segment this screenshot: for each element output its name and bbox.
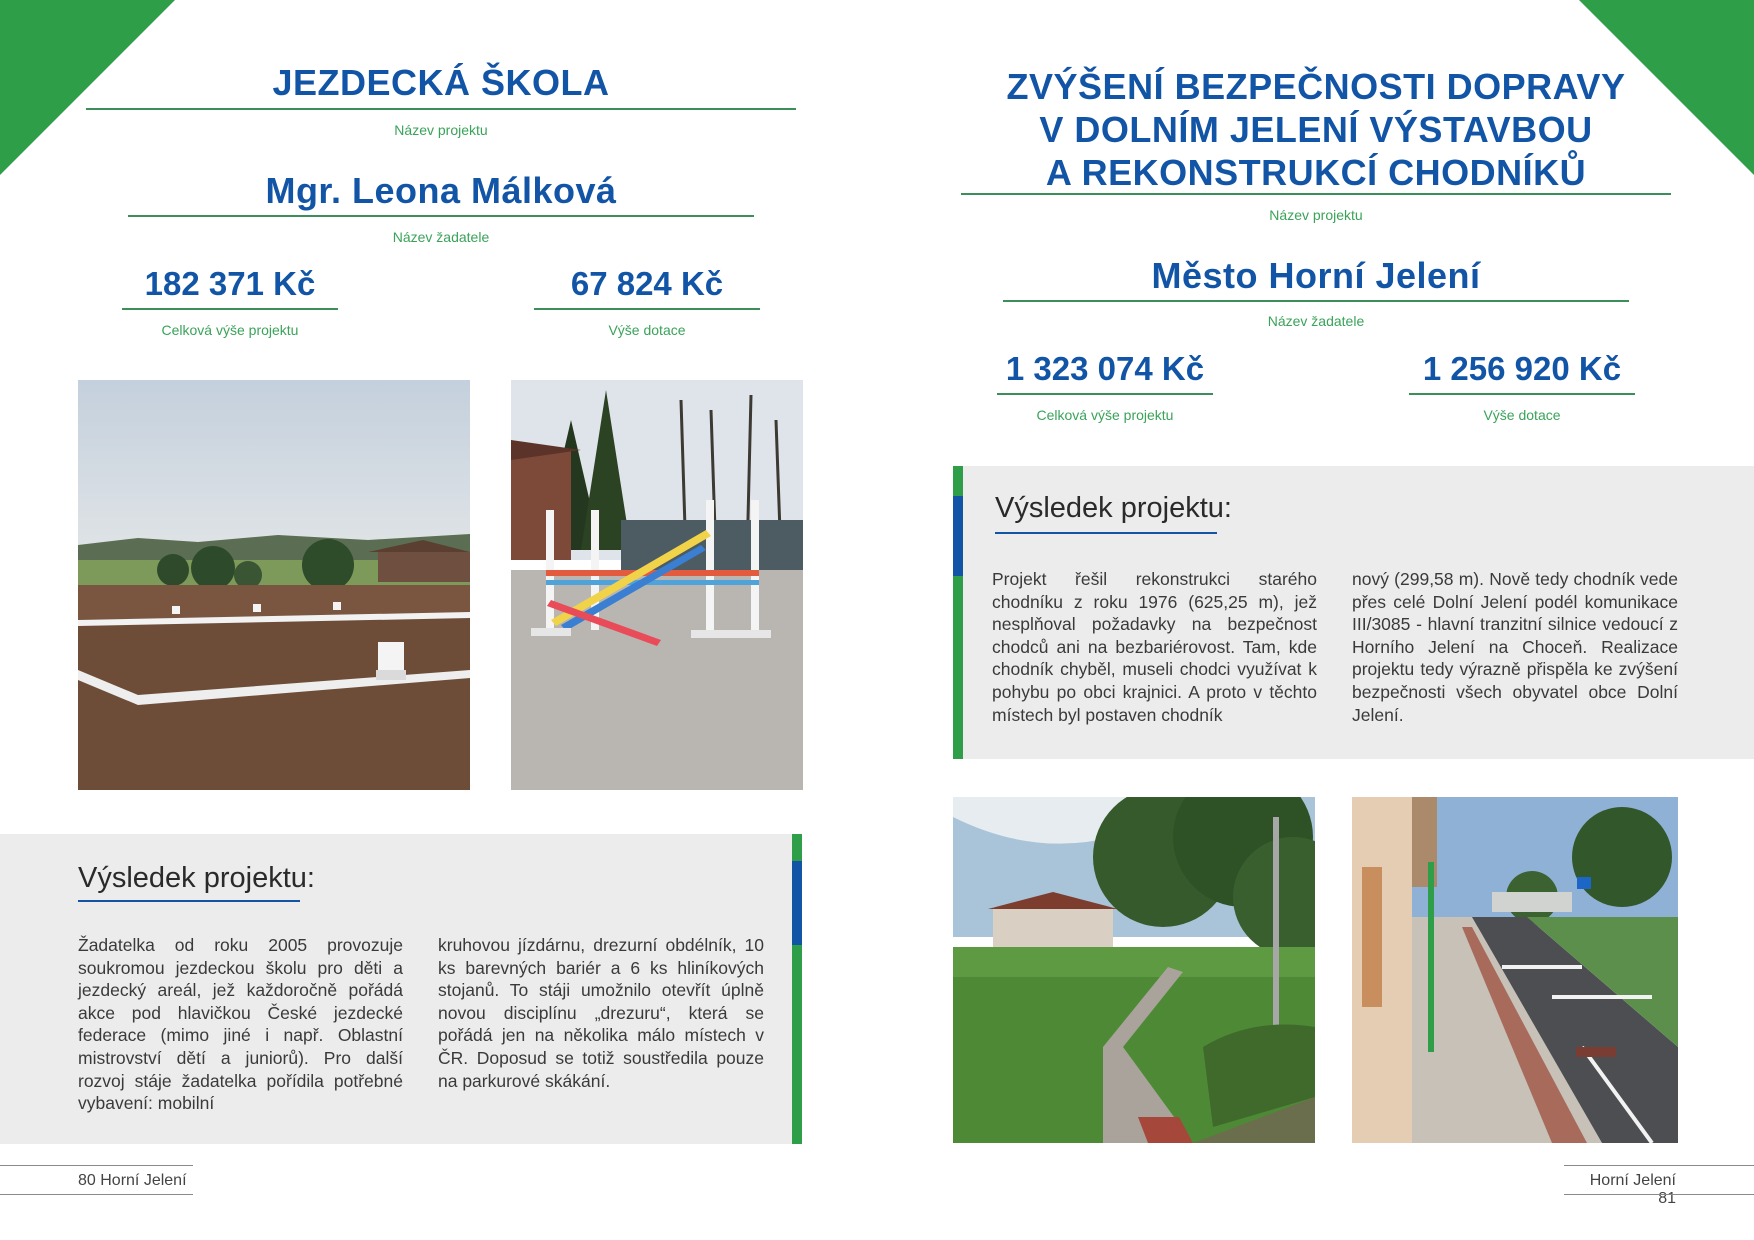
left-total-amount: 182 371 Kč: [144, 265, 316, 302]
right-total-caption: Celková výše projektu: [1036, 407, 1174, 423]
right-project-title-line1: ZVÝŠENÍ BEZPEČNOSTI DOPRAVY: [1006, 66, 1626, 107]
right-grant-amount: 1 256 920 Kč: [1422, 350, 1622, 387]
left-total-caption: Celková výše projektu: [161, 322, 299, 338]
left-page-footer: 80 Horní Jelení: [78, 1172, 187, 1189]
right-total-line: [997, 393, 1213, 395]
left-accent-bar-bottom: [792, 945, 802, 1144]
right-footer-line-top: [1564, 1165, 1754, 1166]
left-applicant-caption: Název žadatele: [392, 229, 490, 245]
right-applicant-line: [1003, 300, 1629, 302]
right-project-title-line: [961, 193, 1671, 195]
right-total-amount: 1 323 074 Kč: [1005, 350, 1205, 387]
left-result-title: Výsledek projektu:: [78, 862, 315, 894]
right-grant-line: [1409, 393, 1635, 395]
street-sidewalk-photo: [1352, 797, 1678, 1143]
left-result-column-2: kruhovou jízdárnu, drezurní obdélník, 10 ks barevných bariér a 6 ks hliníkových stojanů. To stáji umožnilo otevřít úplně novou disciplínu „drezuru“, která se pořádá jen na několika málo místech v ČR. Doposud se totiž soustředila pouze na parkurové skákání.: [438, 935, 764, 1091]
right-project-title-line3: A REKONSTRUKCÍ CHODNÍKŮ: [1045, 152, 1587, 193]
right-result-title: Výsledek projektu:: [995, 492, 1232, 524]
left-grant-line: [534, 308, 760, 310]
left-grant-caption: Výše dotace: [608, 322, 686, 338]
left-result-column-1: Žadatelka od roku 2005 provozuje soukromou jezdeckou školu pro děti a jezdecký areál, jež každoročně pořádá akce pod hlavičkou České jezdecké federace (mimo jiné i např. Oblastní mistrovství dětí a juniorů). Pro další rozvoj stáje žadatelka pořídila potřebné vybavení: mobilní: [78, 935, 403, 1114]
left-total-line: [122, 308, 338, 310]
right-applicant-caption: Název žadatele: [1267, 313, 1365, 329]
left-project-title-line: [86, 108, 796, 110]
right-grant-caption: Výše dotace: [1483, 407, 1561, 423]
left-accent-bar-mid: [792, 861, 802, 945]
dressage-arena-photo: [78, 380, 470, 790]
show-jumps-photo: [511, 380, 803, 790]
left-applicant: Mgr. Leona Málková: [265, 170, 617, 211]
left-footer-line-top: [0, 1165, 193, 1166]
right-applicant: Město Horní Jelení: [1151, 255, 1481, 296]
left-applicant-line: [128, 215, 754, 217]
right-accent-bar-bottom: [953, 576, 963, 759]
left-footer-line-bottom: [0, 1194, 193, 1195]
right-result-column-1: Projekt řešil rekonstrukci starého chodníku z roku 1976 (625,25 m), jež nesplňoval požadavky na bezpečnost chodců ani na bezbariérovost. Tam, kde chodník chyběl, museli chodci využívat k pohybu po obci krajnici. A proto v těchto místech byl postaven chodník: [992, 569, 1317, 725]
left-grant-amount: 67 824 Kč: [570, 265, 724, 302]
left-project-caption: Název projektu: [394, 122, 488, 138]
right-accent-bar-top: [953, 466, 963, 496]
right-result-column-2: nový (299,58 m). Nově tedy chodník vede přes celé Dolní Jelení podél komunikace III/3085 - hlavní tranzitní silnice vedoucí z Horního Jelení na Choceň. Realizace projektu tedy výrazně přispěla ke zvýšení bezpečnosti všech obyvatel obce Dolní Jelení.: [1352, 569, 1678, 725]
right-page-footer: Horní Jelení 81: [1589, 1172, 1676, 1207]
right-result-underline: [995, 532, 1217, 534]
right-project-title-line2: V DOLNÍM JELENÍ VÝSTAVBOU: [1039, 109, 1593, 150]
left-project-title: JEZDECKÁ ŠKOLA: [272, 62, 610, 103]
right-footer-line-bottom: [1564, 1194, 1754, 1195]
sidewalk-photo: [953, 797, 1315, 1143]
right-accent-bar-mid: [953, 496, 963, 576]
right-project-caption: Název projektu: [1269, 207, 1363, 223]
left-result-underline: [78, 900, 300, 902]
